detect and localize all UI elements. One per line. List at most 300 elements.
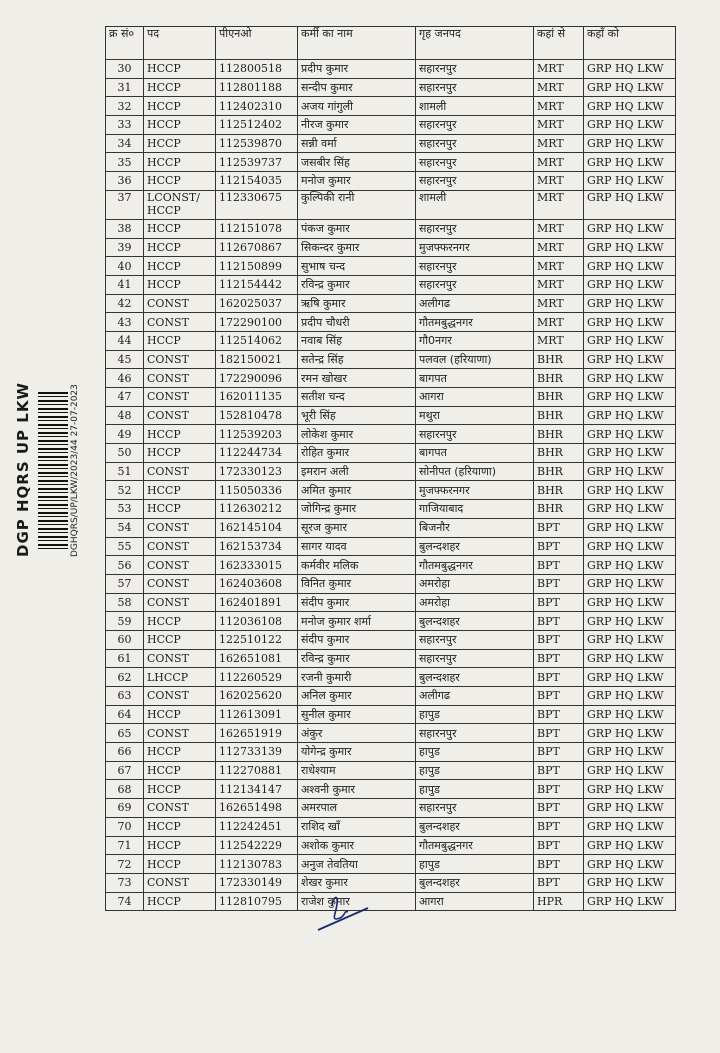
cell-name: संदीप कुमार: [298, 593, 416, 612]
header-from: कहां से: [534, 27, 584, 60]
cell-pno: 112154035: [216, 172, 298, 191]
cell-pno: 112539737: [216, 153, 298, 172]
cell-post: CONST: [144, 369, 216, 388]
cell-pno: 112539203: [216, 425, 298, 444]
cell-from: BPT: [534, 687, 584, 706]
table-row: [106, 444, 676, 463]
cell-from: MRT: [534, 331, 584, 350]
cell-home-district: सहारनपुर: [416, 425, 534, 444]
cell-pno: 162011135: [216, 388, 298, 407]
table-row: [106, 873, 676, 892]
header-serial: क्र सं०: [106, 27, 144, 60]
cell-post: CONST: [144, 724, 216, 743]
cell-to: GRP HQ LKW: [584, 705, 676, 724]
cell-serial: 70: [106, 817, 144, 836]
cell-from: BPT: [534, 556, 584, 575]
cell-home-district: सहारनपुर: [416, 134, 534, 153]
cell-post: HCCP: [144, 331, 216, 350]
transfer-roster-table: [105, 26, 676, 911]
cell-pno: 152810478: [216, 406, 298, 425]
cell-from: HPR: [534, 892, 584, 911]
cell-to: GRP HQ LKW: [584, 724, 676, 743]
cell-to: GRP HQ LKW: [584, 257, 676, 276]
cell-from: BPT: [534, 574, 584, 593]
signature: [310, 888, 380, 938]
cell-serial: 30: [106, 60, 144, 79]
cell-home-district: सहारनपुर: [416, 78, 534, 97]
cell-to: GRP HQ LKW: [584, 574, 676, 593]
cell-pno: 112154442: [216, 275, 298, 294]
table-row: [106, 116, 676, 135]
cell-post: HCCP: [144, 78, 216, 97]
cell-post: CONST: [144, 294, 216, 313]
cell-pno: 112810795: [216, 892, 298, 911]
cell-post: HCCP: [144, 761, 216, 780]
cell-serial: 38: [106, 219, 144, 238]
cell-to: GRP HQ LKW: [584, 219, 676, 238]
dispatch-stamp: [8, 382, 92, 562]
cell-from: BHR: [534, 388, 584, 407]
cell-name: अनिल कुमार: [298, 687, 416, 706]
cell-to: GRP HQ LKW: [584, 817, 676, 836]
cell-serial: 51: [106, 462, 144, 481]
cell-home-district: बुलन्दशहर: [416, 873, 534, 892]
table-row: [106, 219, 676, 238]
cell-home-district: हापुड: [416, 743, 534, 762]
table-row: [106, 855, 676, 874]
cell-from: BPT: [534, 780, 584, 799]
cell-post: HCCP: [144, 238, 216, 257]
cell-name: सागर यादव: [298, 537, 416, 556]
cell-from: MRT: [534, 313, 584, 332]
cell-from: MRT: [534, 78, 584, 97]
cell-from: BHR: [534, 425, 584, 444]
cell-to: GRP HQ LKW: [584, 687, 676, 706]
cell-to: GRP HQ LKW: [584, 649, 676, 668]
cell-pno: 112733139: [216, 743, 298, 762]
cell-serial: 66: [106, 743, 144, 762]
cell-serial: 41: [106, 275, 144, 294]
cell-home-district: हापुड: [416, 855, 534, 874]
cell-serial: 64: [106, 705, 144, 724]
cell-home-district: बुलन्दशहर: [416, 817, 534, 836]
cell-from: MRT: [534, 134, 584, 153]
cell-from: BPT: [534, 518, 584, 537]
cell-home-district: सहारनपुर: [416, 649, 534, 668]
table-row: [106, 238, 676, 257]
table-row: [106, 331, 676, 350]
cell-pno: 172330123: [216, 462, 298, 481]
cell-name: अनुज तेवतिया: [298, 855, 416, 874]
cell-name: सतेन्द्र सिंह: [298, 350, 416, 369]
cell-pno: 112330675: [216, 190, 298, 219]
table-header-row: [106, 27, 676, 60]
cell-from: BPT: [534, 630, 584, 649]
cell-home-district: मुजफ्फरनगर: [416, 481, 534, 500]
cell-to: GRP HQ LKW: [584, 190, 676, 219]
cell-to: GRP HQ LKW: [584, 350, 676, 369]
cell-serial: 50: [106, 444, 144, 463]
cell-to: GRP HQ LKW: [584, 556, 676, 575]
cell-to: GRP HQ LKW: [584, 60, 676, 79]
cell-home-district: पलवल (हरियाणा): [416, 350, 534, 369]
cell-pno: 112514062: [216, 331, 298, 350]
cell-serial: 47: [106, 388, 144, 407]
cell-from: BPT: [534, 743, 584, 762]
cell-home-district: बागपत: [416, 444, 534, 463]
cell-home-district: सहारनपुर: [416, 172, 534, 191]
cell-to: GRP HQ LKW: [584, 462, 676, 481]
cell-pno: 115050336: [216, 481, 298, 500]
table-row: [106, 481, 676, 500]
cell-name: सिकन्दर कुमार: [298, 238, 416, 257]
cell-from: MRT: [534, 219, 584, 238]
cell-serial: 57: [106, 574, 144, 593]
cell-to: GRP HQ LKW: [584, 97, 676, 116]
cell-post: HCCP: [144, 425, 216, 444]
cell-serial: 68: [106, 780, 144, 799]
cell-pno: 112800518: [216, 60, 298, 79]
cell-pno: 112539870: [216, 134, 298, 153]
cell-post: HCCP: [144, 97, 216, 116]
cell-to: GRP HQ LKW: [584, 780, 676, 799]
cell-pno: 112260529: [216, 668, 298, 687]
cell-post: HCCP: [144, 892, 216, 911]
cell-home-district: आगरा: [416, 388, 534, 407]
cell-serial: 60: [106, 630, 144, 649]
cell-from: MRT: [534, 172, 584, 191]
cell-home-district: गौतमबुद्धनगर: [416, 313, 534, 332]
table-row: [106, 500, 676, 519]
cell-to: GRP HQ LKW: [584, 537, 676, 556]
cell-post: CONST: [144, 462, 216, 481]
cell-to: GRP HQ LKW: [584, 172, 676, 191]
table-row: [106, 593, 676, 612]
cell-pno: 112130783: [216, 855, 298, 874]
cell-pno: 112801188: [216, 78, 298, 97]
cell-serial: 35: [106, 153, 144, 172]
table-row: [106, 743, 676, 762]
cell-home-district: अमरोहा: [416, 574, 534, 593]
cell-from: MRT: [534, 294, 584, 313]
cell-from: BPT: [534, 612, 584, 631]
cell-post: HCCP: [144, 500, 216, 519]
cell-name: रमन खोखर: [298, 369, 416, 388]
cell-serial: 42: [106, 294, 144, 313]
cell-pno: 172290100: [216, 313, 298, 332]
cell-home-district: गाजियाबाद: [416, 500, 534, 519]
cell-name: प्रदीप चौधरी: [298, 313, 416, 332]
table-row: [106, 612, 676, 631]
cell-pno: 112402310: [216, 97, 298, 116]
cell-home-district: हापुड: [416, 780, 534, 799]
cell-from: BPT: [534, 836, 584, 855]
cell-pno: 162651498: [216, 799, 298, 818]
cell-pno: 162145104: [216, 518, 298, 537]
cell-name: सूरज कुमार: [298, 518, 416, 537]
cell-name: संदीप कुमार: [298, 630, 416, 649]
table-row: [106, 518, 676, 537]
barcode: [38, 392, 68, 552]
cell-serial: 31: [106, 78, 144, 97]
cell-name: नवाब सिंह: [298, 331, 416, 350]
cell-to: GRP HQ LKW: [584, 294, 676, 313]
cell-pno: 112670867: [216, 238, 298, 257]
cell-home-district: सहारनपुर: [416, 799, 534, 818]
cell-serial: 33: [106, 116, 144, 135]
cell-to: GRP HQ LKW: [584, 630, 676, 649]
table-row: [106, 462, 676, 481]
cell-serial: 46: [106, 369, 144, 388]
cell-to: GRP HQ LKW: [584, 238, 676, 257]
cell-home-district: बिजनौर: [416, 518, 534, 537]
cell-name: अमित कुमार: [298, 481, 416, 500]
cell-post: CONST: [144, 406, 216, 425]
cell-serial: 40: [106, 257, 144, 276]
table-row: [106, 78, 676, 97]
cell-serial: 36: [106, 172, 144, 191]
cell-serial: 39: [106, 238, 144, 257]
cell-pno: 112542229: [216, 836, 298, 855]
table-row: [106, 406, 676, 425]
cell-post: HCCP: [144, 60, 216, 79]
cell-serial: 72: [106, 855, 144, 874]
table-row: [106, 388, 676, 407]
cell-from: BPT: [534, 668, 584, 687]
cell-post: CONST: [144, 574, 216, 593]
cell-serial: 71: [106, 836, 144, 855]
cell-pno: 112613091: [216, 705, 298, 724]
table-row: [106, 724, 676, 743]
cell-home-district: सहारनपुर: [416, 630, 534, 649]
cell-from: BPT: [534, 724, 584, 743]
cell-pno: 172330149: [216, 873, 298, 892]
cell-post: CONST: [144, 556, 216, 575]
cell-pno: 112270881: [216, 761, 298, 780]
cell-post: HCCP: [144, 817, 216, 836]
cell-pno: 162025620: [216, 687, 298, 706]
cell-from: MRT: [534, 153, 584, 172]
cell-to: GRP HQ LKW: [584, 836, 676, 855]
cell-pno: 162651919: [216, 724, 298, 743]
cell-pno: 112150899: [216, 257, 298, 276]
cell-name: ऋषि कुमार: [298, 294, 416, 313]
header-to: कहाँ को: [584, 27, 676, 60]
cell-to: GRP HQ LKW: [584, 799, 676, 818]
cell-from: BPT: [534, 817, 584, 836]
cell-serial: 44: [106, 331, 144, 350]
table-row: [106, 799, 676, 818]
cell-serial: 37: [106, 190, 144, 219]
cell-home-district: अलीगढ: [416, 687, 534, 706]
cell-post: HCCP: [144, 836, 216, 855]
cell-to: GRP HQ LKW: [584, 444, 676, 463]
cell-home-district: सहारनपुर: [416, 116, 534, 135]
cell-home-district: सहारनपुर: [416, 153, 534, 172]
cell-to: GRP HQ LKW: [584, 78, 676, 97]
cell-pno: 172290096: [216, 369, 298, 388]
cell-name: अंकुर: [298, 724, 416, 743]
cell-post: HCCP: [144, 743, 216, 762]
cell-serial: 67: [106, 761, 144, 780]
cell-home-district: हापुड: [416, 761, 534, 780]
cell-home-district: बुलन्दशहर: [416, 537, 534, 556]
cell-pno: 162025037: [216, 294, 298, 313]
cell-serial: 55: [106, 537, 144, 556]
header-home-district: गृह जनपद: [416, 27, 534, 60]
cell-to: GRP HQ LKW: [584, 134, 676, 153]
cell-name: इमरान अली: [298, 462, 416, 481]
header-pno: पीएनओ: [216, 27, 298, 60]
cell-serial: 43: [106, 313, 144, 332]
cell-serial: 59: [106, 612, 144, 631]
table-row: [106, 630, 676, 649]
cell-serial: 45: [106, 350, 144, 369]
cell-from: BPT: [534, 873, 584, 892]
cell-serial: 69: [106, 799, 144, 818]
cell-to: GRP HQ LKW: [584, 153, 676, 172]
table-row: [106, 172, 676, 191]
cell-post: HCCP: [144, 257, 216, 276]
cell-pno: 112036108: [216, 612, 298, 631]
table-row: [106, 537, 676, 556]
cell-pno: 112134147: [216, 780, 298, 799]
stamp-title: DGP HQRS UP LKW: [14, 382, 32, 557]
cell-pno: 182150021: [216, 350, 298, 369]
cell-from: BPT: [534, 799, 584, 818]
table-row: [106, 313, 676, 332]
cell-pno: 112242451: [216, 817, 298, 836]
cell-from: BHR: [534, 462, 584, 481]
cell-pno: 112151078: [216, 219, 298, 238]
cell-from: MRT: [534, 275, 584, 294]
cell-from: MRT: [534, 97, 584, 116]
cell-post: HCCP: [144, 444, 216, 463]
cell-pno: 162333015: [216, 556, 298, 575]
cell-post: HCCP: [144, 855, 216, 874]
cell-post: CONST: [144, 649, 216, 668]
stamp-reference: DGHQRS/UP/LKW/2023/44 27-07-2023: [70, 384, 80, 557]
cell-name: राजेश कुमार: [298, 892, 416, 911]
table-row: [106, 574, 676, 593]
cell-post: HCCP: [144, 630, 216, 649]
cell-post: HCCP: [144, 275, 216, 294]
table-row: [106, 190, 676, 219]
cell-to: GRP HQ LKW: [584, 425, 676, 444]
table-row: [106, 649, 676, 668]
cell-post: HCCP: [144, 219, 216, 238]
cell-to: GRP HQ LKW: [584, 500, 676, 519]
cell-pno: 112244734: [216, 444, 298, 463]
cell-to: GRP HQ LKW: [584, 518, 676, 537]
cell-name: सन्नी वर्मा: [298, 134, 416, 153]
cell-from: BHR: [534, 444, 584, 463]
cell-to: GRP HQ LKW: [584, 406, 676, 425]
header-post: पद: [144, 27, 216, 60]
table-row: [106, 153, 676, 172]
cell-pno: 162401891: [216, 593, 298, 612]
cell-to: GRP HQ LKW: [584, 481, 676, 500]
cell-home-district: अमरोहा: [416, 593, 534, 612]
table-row: [106, 134, 676, 153]
cell-serial: 34: [106, 134, 144, 153]
table-row: [106, 668, 676, 687]
cell-post: HCCP: [144, 612, 216, 631]
cell-home-district: गौ0नगर: [416, 331, 534, 350]
cell-name: सुनील कुमार: [298, 705, 416, 724]
cell-serial: 53: [106, 500, 144, 519]
cell-serial: 65: [106, 724, 144, 743]
cell-from: MRT: [534, 238, 584, 257]
cell-home-district: हापुड: [416, 705, 534, 724]
cell-home-district: आगरा: [416, 892, 534, 911]
table-row: [106, 761, 676, 780]
table-row: [106, 836, 676, 855]
cell-to: GRP HQ LKW: [584, 743, 676, 762]
cell-serial: 32: [106, 97, 144, 116]
table-row: [106, 817, 676, 836]
cell-home-district: गौतमबुद्धनगर: [416, 836, 534, 855]
table-row: [106, 892, 676, 911]
cell-home-district: सहारनपुर: [416, 275, 534, 294]
cell-name: सतीश चन्द: [298, 388, 416, 407]
cell-name: कुल्पिकी रानी: [298, 190, 416, 219]
cell-name: रविन्द्र कुमार: [298, 275, 416, 294]
cell-from: MRT: [534, 190, 584, 219]
cell-post: CONST: [144, 518, 216, 537]
table-row: [106, 257, 676, 276]
cell-name: नीरज कुमार: [298, 116, 416, 135]
table-row: [106, 275, 676, 294]
table-row: [106, 425, 676, 444]
cell-name: रविन्द्र कुमार: [298, 649, 416, 668]
cell-to: GRP HQ LKW: [584, 761, 676, 780]
cell-post: CONST: [144, 687, 216, 706]
cell-home-district: सहारनपुर: [416, 60, 534, 79]
cell-to: GRP HQ LKW: [584, 668, 676, 687]
table-row: [106, 556, 676, 575]
cell-post: HCCP: [144, 780, 216, 799]
cell-home-district: मथुरा: [416, 406, 534, 425]
cell-name: रजनी कुमारी: [298, 668, 416, 687]
table-row: [106, 705, 676, 724]
cell-name: अशोक कुमार: [298, 836, 416, 855]
cell-pno: 162153734: [216, 537, 298, 556]
cell-home-district: मुजफ्फरनगर: [416, 238, 534, 257]
cell-name: प्रदीप कुमार: [298, 60, 416, 79]
cell-to: GRP HQ LKW: [584, 331, 676, 350]
table-row: [106, 60, 676, 79]
cell-name: योगेन्द्र कुमार: [298, 743, 416, 762]
cell-post: HCCP: [144, 153, 216, 172]
table-body: [106, 60, 676, 911]
cell-post: CONST: [144, 388, 216, 407]
cell-post: CONST: [144, 313, 216, 332]
cell-from: MRT: [534, 257, 584, 276]
cell-name: अजय गांगुली: [298, 97, 416, 116]
cell-name: पंकज कुमार: [298, 219, 416, 238]
cell-post: CONST: [144, 537, 216, 556]
cell-to: GRP HQ LKW: [584, 388, 676, 407]
cell-post: CONST: [144, 350, 216, 369]
cell-pno: 112630212: [216, 500, 298, 519]
cell-serial: 48: [106, 406, 144, 425]
cell-post: HCCP: [144, 172, 216, 191]
cell-serial: 58: [106, 593, 144, 612]
cell-home-district: बागपत: [416, 369, 534, 388]
cell-to: GRP HQ LKW: [584, 855, 676, 874]
cell-serial: 54: [106, 518, 144, 537]
